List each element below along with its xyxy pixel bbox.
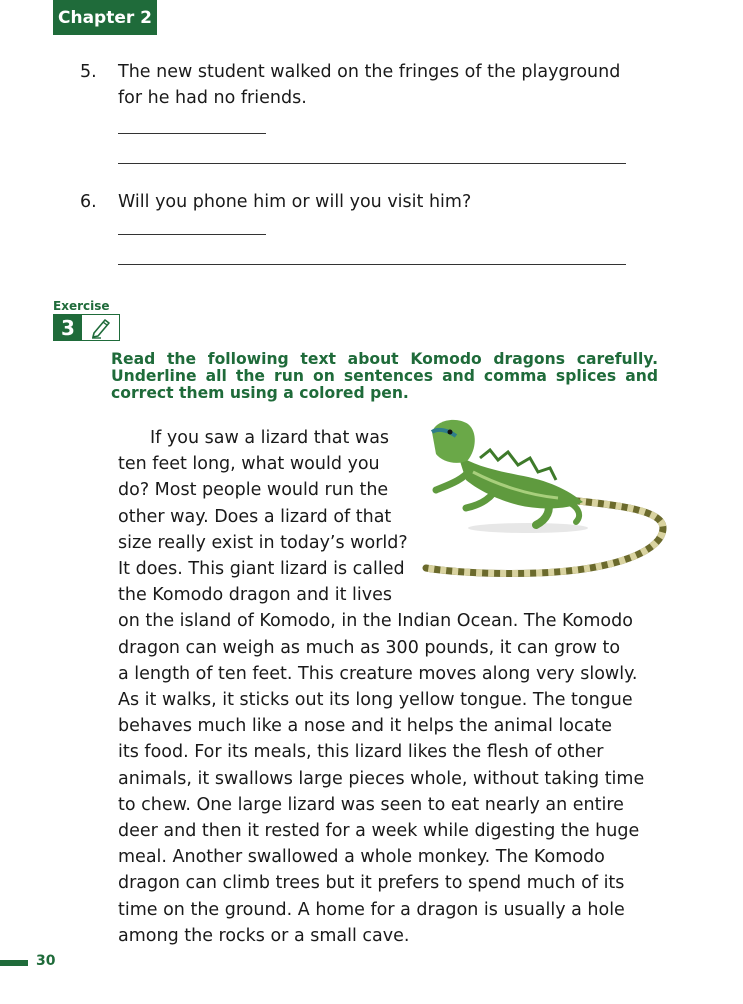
passage-line: As it walks, it sticks out its long yellow tongue. The tongue — [118, 690, 633, 711]
passage-line: meal. Another swallowed a whole monkey. The Komodo — [118, 847, 605, 868]
exercise-instruction: Read the following text about Komodo dragons carefully. Underline all the run on sentences and comma splices and correct them using a colored pen. — [111, 350, 658, 402]
page-number: 30 — [36, 953, 56, 969]
exercise-badge — [53, 314, 120, 341]
question-text-line: Will you phone him or will you visit him? — [118, 192, 472, 212]
passage-line: dragon can climb trees but it prefers to spend much of its — [118, 873, 625, 894]
passage-line: the Komodo dragon and it lives — [118, 585, 392, 606]
answer-line-long[interactable] — [118, 163, 626, 164]
answer-line-short[interactable] — [118, 234, 266, 235]
answer-line-short[interactable] — [118, 133, 266, 134]
question-text-line: The new student walked on the fringes of the playground — [118, 62, 621, 82]
passage-line: time on the ground. A home for a dragon is usually a hole — [118, 899, 625, 920]
passage-line: on the island of Komodo, in the Indian Ocean. The Komodo — [118, 611, 633, 632]
komodo-passage — [118, 425, 668, 949]
passage-line: its food. For its meals, this lizard likes the flesh of other — [118, 742, 604, 763]
chapter-tab: Chapter 2 — [53, 0, 157, 35]
passage-line: a length of ten feet. This creature moves along very slowly. — [118, 663, 638, 684]
exercise-number: 3 — [54, 315, 82, 340]
passage-line: animals, it swallows large pieces whole, without taking time — [118, 768, 645, 789]
passage-line: among the rocks or a small cave. — [118, 925, 410, 946]
passage-line: It does. This giant lizard is called — [118, 559, 405, 580]
passage-line: deer and then it rested for a week while digesting the huge — [118, 821, 640, 842]
exercise-label: Exercise — [53, 299, 110, 313]
passage-line: dragon can weigh as much as 300 pounds, it can grow to — [118, 637, 621, 658]
question-text-line: for he had no friends. — [118, 88, 307, 108]
passage-line: size really exist in today’s world? — [118, 532, 408, 553]
passage-line: other way. Does a lizard of that — [118, 506, 392, 527]
passage-line: do? Most people would run the — [118, 480, 389, 501]
question-number: 6. — [80, 192, 97, 212]
page-number-bar — [0, 960, 28, 966]
passage-line: to chew. One large lizard was seen to eat nearly an entire — [118, 794, 624, 815]
pencil-icon — [82, 315, 119, 340]
passage-line: ten feet long, what would you — [118, 454, 380, 475]
passage-line: behaves much like a nose and it helps the animal locate — [118, 716, 612, 737]
question-number: 5. — [80, 62, 97, 82]
answer-line-long[interactable] — [118, 264, 626, 265]
passage-line: If you saw a lizard that was — [150, 428, 390, 448]
